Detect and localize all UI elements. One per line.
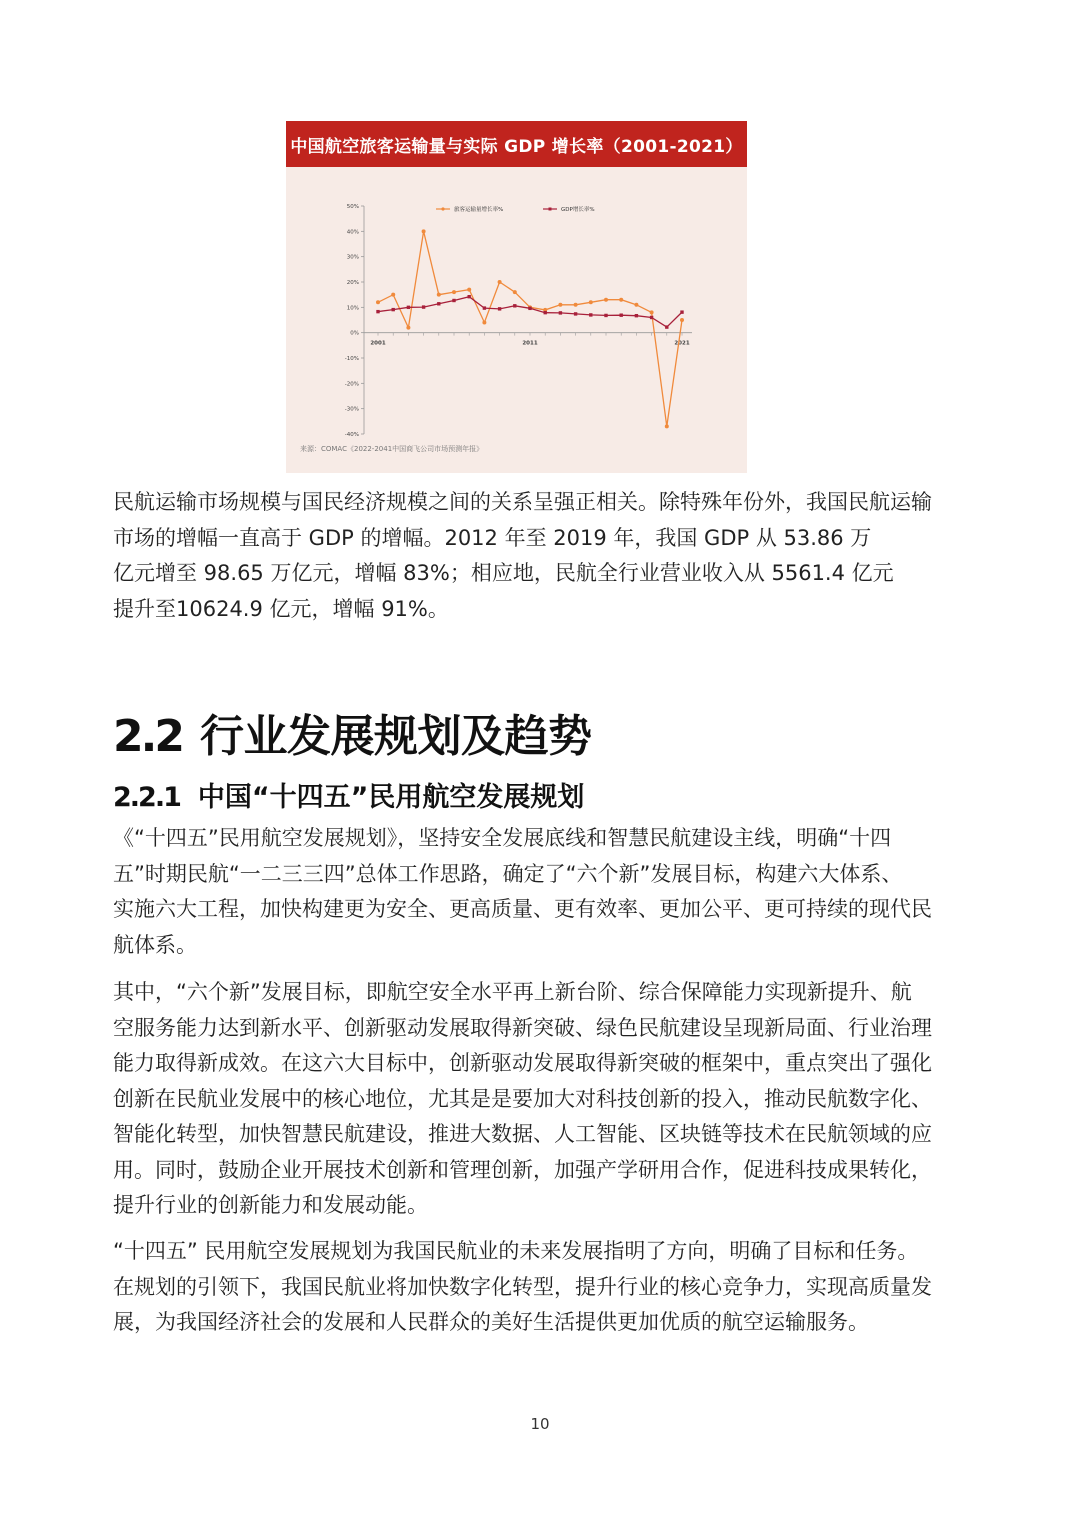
data-point [619,298,623,302]
data-point [604,314,607,317]
series-line [378,297,682,327]
y-tick-label: -40% [344,432,359,438]
y-tick-label: 0% [350,330,359,337]
paragraph-line: 在规划的引领下，我国民航业将加快数字化转型，提升行业的核心竞争力，实现高质量发 [113,1274,932,1299]
y-tick-label: 40% [346,229,359,236]
y-tick-label: 10% [346,305,359,312]
series-line [378,231,682,426]
data-point [559,311,562,314]
y-tick-label: -10% [344,356,359,362]
data-point [604,298,608,302]
paragraph-line: 《“十四五”民用航空发展规划》，坚持安全发展底线和智慧民航建设主线，明确“十四 [113,826,892,850]
data-point [558,303,562,307]
chart-title: 中国航空旅客运输量与实际 GDP 增长率（2001-2021） [286,121,747,167]
chart-figure [286,121,747,473]
section-heading [113,700,591,764]
paragraph-line: 航体系。 [113,932,197,957]
line-chart [286,167,747,473]
legend-marker [549,208,552,211]
paragraph-line: 提升行业的创新能力和发展动能。 [113,1193,428,1217]
legend-label: 旅客运输量增长率% [454,207,504,213]
data-point [620,313,623,316]
y-tick-label: 20% [346,280,359,286]
data-point [468,295,471,298]
data-point [422,305,425,308]
legend-marker [441,207,444,210]
data-point [544,311,547,314]
data-point [498,280,502,284]
paragraph-line: “十四五” 民用航空发展规划为我国民航业的未来发展指明了方向，明确了目标和任务。 [113,1239,919,1263]
data-point [680,310,683,313]
data-point [665,424,669,428]
data-point [391,293,395,297]
data-point [650,316,653,319]
data-point [452,290,456,294]
data-point [650,310,654,314]
subsection-number: 2.2.1 [113,782,180,813]
data-point [392,308,395,311]
y-tick-label: 30% [346,254,359,261]
paragraph-plan-overview [113,821,973,963]
paragraph-line: 市场的增幅一直高于 GDP 的增幅。2012 年至 2019 年，我国 GDP 从 53.86 万 [113,525,872,550]
paragraph-line: 展，为我国经济社会的发展和人民群众的美好生活提供更加优质的航空运输服务。 [113,1310,869,1334]
data-point [437,302,440,305]
data-point [528,307,531,310]
paragraph-line: 用。同时，鼓励企业开展技术创新和管理创新，加强产学研用合作，促进科技成果转化， [113,1157,932,1182]
data-point [634,303,638,307]
y-tick-label: -20% [344,381,359,388]
data-point [498,307,501,310]
data-point [665,325,668,328]
paragraph-line: 民航运输市场规模与国民经济规模之间的关系呈强正相关。除特殊年份外，我国民航运输 [113,490,932,514]
data-point [589,313,592,316]
data-point [376,300,380,304]
paragraph-six-new-goals [113,975,973,1224]
paragraph-line: 能力取得新成效。在这六大目标中，创新驱动发展取得新突破的框架中，重点突出了强化 [113,1051,932,1075]
paragraph-line: 智能化转型，加快智慧民航建设，推进大数据、人工智能、区块链等技术在民航领域的应 [113,1122,932,1146]
data-point [589,300,593,304]
paragraph-market-correlation [113,485,973,627]
data-point [513,304,516,307]
data-point [574,303,578,307]
paragraph-conclusion [113,1234,973,1341]
data-point [437,293,441,297]
section-number: 2.2 [113,711,182,762]
subsection-heading [113,775,584,814]
legend-label: GDP增长率% [561,207,595,213]
x-tick-label: 2021 [674,340,690,347]
data-point [513,290,517,294]
chart-source-note: 来源：COMAC《2022-2041中国商飞公司市场预测年报》 [300,445,484,453]
x-tick-label: 2001 [370,340,386,347]
paragraph-line: 空服务能力达到新水平、创新驱动发展取得新突破、绿色民航建设呈现新局面、行业治理 [113,1015,932,1040]
data-point [482,321,486,325]
paragraph-line: 创新在民航业发展中的核心地位，尤其是是要加大对科技创新的投入，推动民航数字化、 [113,1086,932,1111]
data-point [406,326,410,330]
data-point [680,318,684,322]
paragraph-line: 亿元增至 98.65 万亿元，增幅 83%；相应地，民航全行业营业收入从 5561.4 亿元 [113,561,894,585]
x-tick-label: 2011 [522,340,538,347]
paragraph-line: 五”时期民航“一二三三四”总体工作思路，确定了“六个新”发展目标，构建六大体系、 [113,861,903,886]
data-point [407,306,410,309]
data-point [422,229,426,233]
data-point [452,299,455,302]
data-point [483,306,486,309]
data-point [635,314,638,317]
y-tick-label: 50% [346,204,359,210]
section-title: 行业发展规划及趋势 [199,711,592,762]
page-number: 10 [530,1415,550,1433]
subsection-title: 中国“十四五”民用航空发展规划 [197,782,585,813]
data-point [467,288,471,292]
paragraph-line: 实施六大工程，加快构建更为安全、更高质量、更有效率、更加公平、更可持续的现代民 [113,897,932,921]
data-point [574,312,577,315]
data-point [376,310,379,313]
y-tick-label: -30% [344,406,359,413]
paragraph-line: 其中，“六个新”发展目标，即航空安全水平再上新台阶、综合保障能力实现新提升、航 [113,980,912,1004]
paragraph-line: 提升至10624.9 亿元，增幅 91%。 [113,596,449,621]
